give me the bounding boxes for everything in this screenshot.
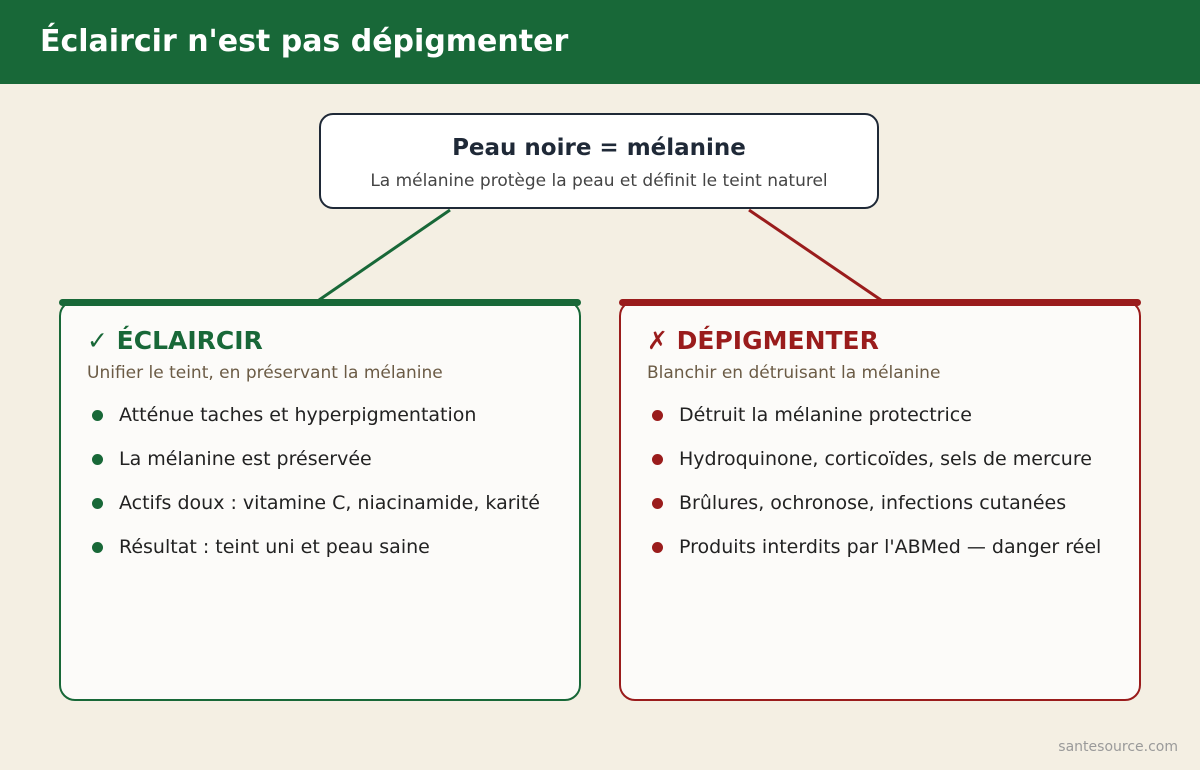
panel-subtitle-eclaircir: Unifier le teint, en préservant la mélanine — [87, 363, 443, 383]
list-item — [87, 489, 567, 517]
connector-left — [319, 210, 450, 300]
bullet-dot-icon — [652, 542, 663, 553]
list-item-text: Détruit la mélanine protectrice — [679, 404, 972, 426]
bullet-dot-icon — [92, 410, 103, 421]
bullet-dot-icon — [652, 498, 663, 509]
list-item — [647, 533, 1127, 561]
bullet-list-depigmenter — [647, 401, 1127, 577]
connector-right — [749, 210, 881, 300]
source-credit: santesource.com — [1058, 739, 1178, 755]
bullet-dot-icon — [652, 410, 663, 421]
panel-top-bar — [619, 299, 1141, 306]
bullet-dot-icon — [92, 454, 103, 465]
bullet-dot-icon — [92, 542, 103, 553]
root-subtitle: La mélanine protège la peau et définit le teint naturel — [370, 171, 828, 191]
panel-subtitle-depigmenter: Blanchir en détruisant la mélanine — [647, 363, 941, 383]
panel-heading-depigmenter: ✗ DÉPIGMENTER — [647, 326, 879, 355]
list-item — [87, 401, 567, 429]
panel-top-bar — [59, 299, 581, 306]
list-item — [647, 401, 1127, 429]
list-item — [87, 533, 567, 561]
list-item — [87, 445, 567, 473]
list-item-text: Hydroquinone, corticoïdes, sels de mercure — [679, 448, 1092, 470]
list-item-text: Atténue taches et hyperpigmentation — [119, 404, 477, 426]
bullet-list-eclaircir — [87, 401, 567, 577]
list-item — [647, 489, 1127, 517]
root-node — [319, 113, 879, 209]
panel-depigmenter — [619, 300, 1141, 701]
panel-eclaircir — [59, 300, 581, 701]
bullet-dot-icon — [652, 454, 663, 465]
list-item-text: Brûlures, ochronose, infections cutanées — [679, 492, 1067, 514]
panel-heading-eclaircir: ✓ ÉCLAIRCIR — [87, 326, 263, 355]
bullet-dot-icon — [92, 498, 103, 509]
root-title: Peau noire = mélanine — [452, 135, 746, 161]
list-item-text: La mélanine est préservée — [119, 448, 372, 470]
list-item — [647, 445, 1127, 473]
list-item-text: Actifs doux : vitamine C, niacinamide, karité — [119, 492, 540, 514]
page-title: Éclaircir n'est pas dépigmenter — [40, 24, 569, 59]
list-item-text: Produits interdits par l'ABMed — danger réel — [679, 536, 1102, 558]
list-item-text: Résultat : teint uni et peau saine — [119, 536, 430, 558]
